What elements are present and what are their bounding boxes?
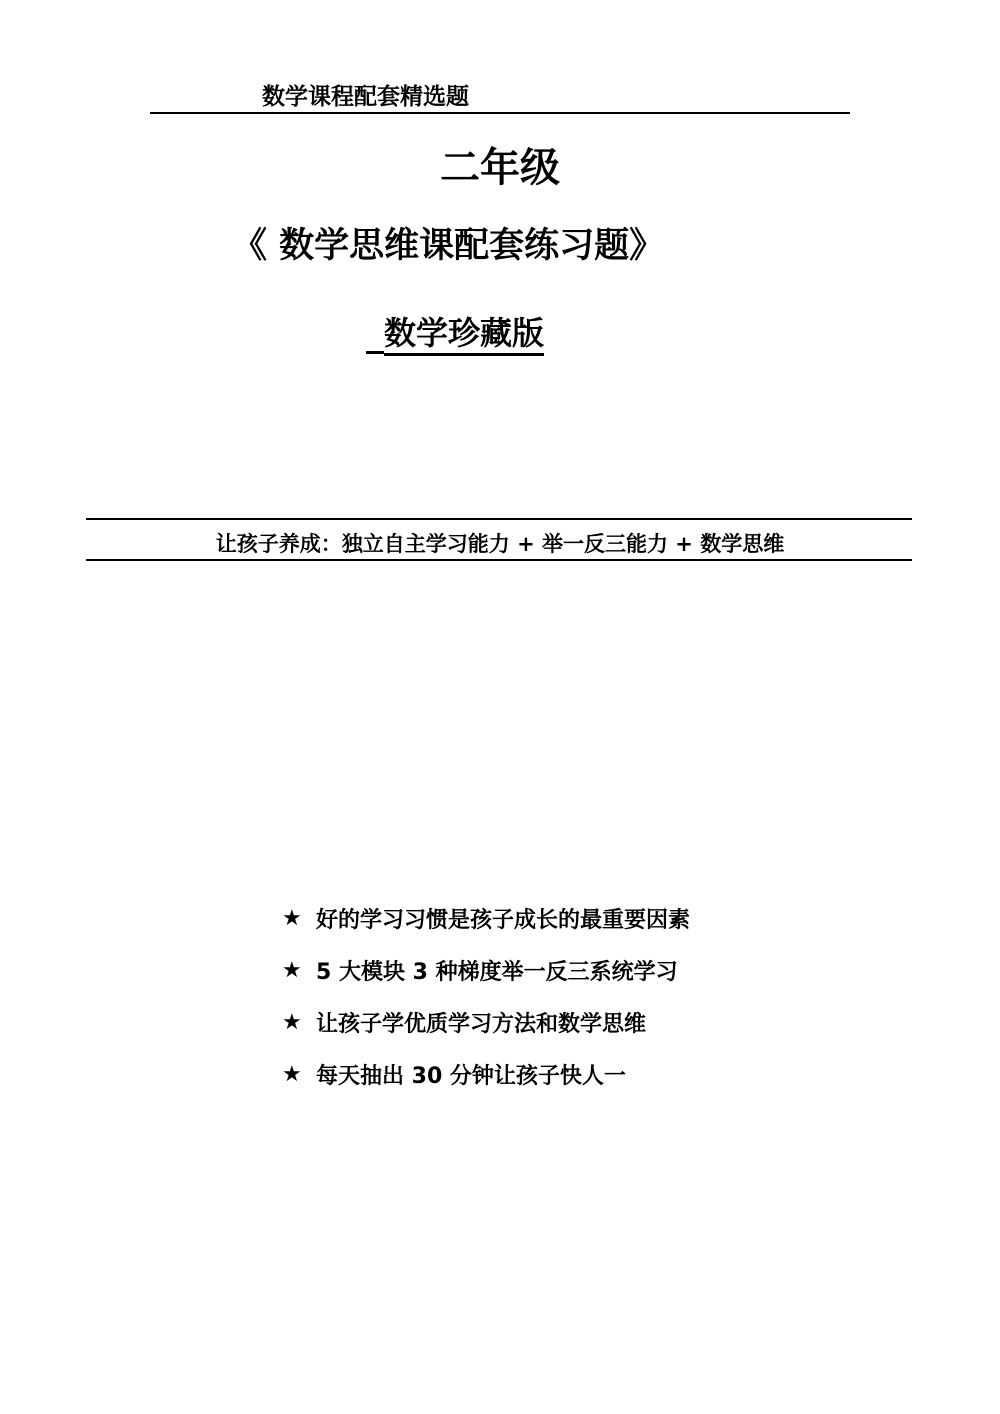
star-icon: ★: [282, 905, 302, 931]
feature-list: [282, 892, 690, 1100]
feature-text: 好的学习习惯是孩子成长的最重要因素: [316, 907, 691, 933]
header-label: 数学课程配套精选题: [262, 84, 469, 110]
edition-underline-blank: [366, 317, 384, 354]
slogan-text: 让孩子养成：独立自主学习能力 + 举一反三能力 + 数学思维: [215, 532, 785, 556]
star-icon: ★: [282, 1061, 302, 1087]
book-title: 《 数学思维课配套练习题》: [232, 226, 665, 266]
feature-text: 5 大模块 3 种梯度举一反三系统学习: [316, 959, 678, 985]
feature-item: [282, 996, 690, 1048]
feature-text: 每天抽出 30 分钟让孩子快人一: [316, 1063, 626, 1089]
edition-subtitle: [366, 308, 544, 354]
star-icon: ★: [282, 957, 302, 983]
slogan-bottom-divider: [86, 559, 912, 561]
header-divider: [150, 112, 850, 114]
feature-text: 让孩子学优质学习方法和数学思维: [316, 1011, 647, 1037]
star-icon: ★: [282, 1009, 302, 1035]
grade-title: 二年级: [440, 145, 560, 191]
feature-item: [282, 892, 690, 944]
feature-item: [282, 944, 690, 996]
edition-text: 数学珍藏版: [384, 314, 544, 356]
feature-item: [282, 1048, 690, 1100]
slogan-top-divider: [86, 518, 912, 520]
